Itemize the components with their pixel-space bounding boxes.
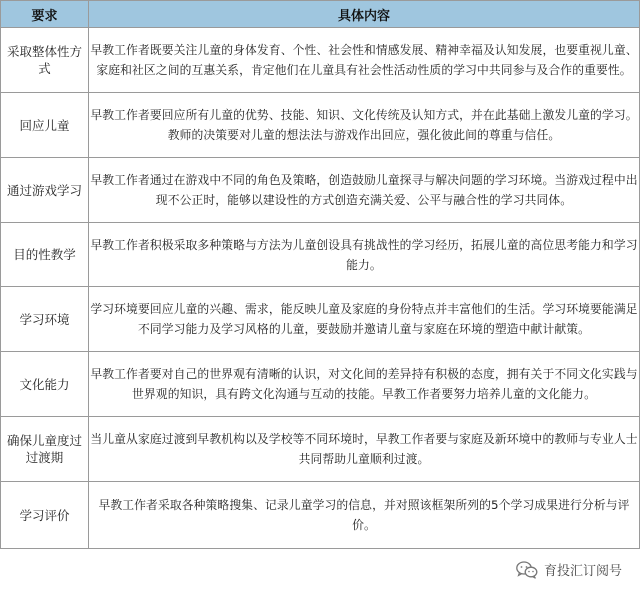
table-row	[1, 93, 640, 158]
row-content: 早教工作者既要关注儿童的身体发育、个性、社会性和情感发展、精神幸福及认知发展，也要重视儿童、家庭和社区之间的互惠关系，肯定他们在儿童具有社会性活动性质的学习中共同参与及合作的重要性。	[89, 28, 640, 93]
row-content: 早教工作者积极采取多种策略与方法为儿童创设具有挑战性的学习经历，拓展儿童的高位思考能力和学习能力。	[89, 223, 640, 287]
table-row	[1, 417, 640, 482]
header-content: 具体内容	[89, 1, 640, 28]
row-label: 采取整体性方式	[1, 28, 89, 93]
row-label: 学习环境	[1, 287, 89, 352]
row-content: 早教工作者采取各种策略搜集、记录儿童学习的信息，并对照该框架所列的5个学习成果进行分析与评价。	[89, 482, 640, 549]
row-label: 通过游戏学习	[1, 158, 89, 223]
table-header-row	[1, 1, 640, 28]
table-row	[1, 352, 640, 417]
table-row	[1, 28, 640, 93]
row-label: 学习评价	[1, 482, 89, 549]
row-label: 确保儿童度过过渡期	[1, 417, 89, 482]
table-row	[1, 223, 640, 287]
watermark	[516, 560, 622, 579]
table-row	[1, 287, 640, 352]
row-label: 目的性教学	[1, 223, 89, 287]
wechat-icon	[516, 561, 538, 579]
row-label: 文化能力	[1, 352, 89, 417]
row-content: 学习环境要回应儿童的兴趣、需求，能反映儿童及家庭的身份特点并丰富他们的生活。学习环境要能满足不同学习能力及学习风格的儿童，要鼓励并邀请儿童与家庭在环境的塑造中献计献策。	[89, 287, 640, 352]
table-row	[1, 482, 640, 549]
row-content: 早教工作者通过在游戏中不同的角色及策略，创造鼓励儿童探寻与解决问题的学习环境。当游戏过程中出现不公正时，能够以建设性的方式创造充满关爱、公平与融合性的学习共同体。	[89, 158, 640, 223]
row-content: 当儿童从家庭过渡到早教机构以及学校等不同环境时，早教工作者要与家庭及新环境中的教师与专业人士共同帮助儿童顺利过渡。	[89, 417, 640, 482]
watermark-text: 育投汇订阅号	[543, 564, 622, 579]
row-content: 早教工作者要对自己的世界观有清晰的认识，对文化间的差异持有积极的态度，拥有关于不同文化实践与世界观的知识，具有跨文化沟通与互动的技能。早教工作者要努力培养儿童的文化能力。	[89, 352, 640, 417]
row-label: 回应儿童	[1, 93, 89, 158]
row-content: 早教工作者要回应所有儿童的优势、技能、知识、文化传统及认知方式，并在此基础上激发儿童的学习。教师的决策要对儿童的想法法与游戏作出回应，强化彼此间的尊重与信任。	[89, 93, 640, 158]
table-row	[1, 158, 640, 223]
header-requirement: 要求	[1, 1, 89, 28]
